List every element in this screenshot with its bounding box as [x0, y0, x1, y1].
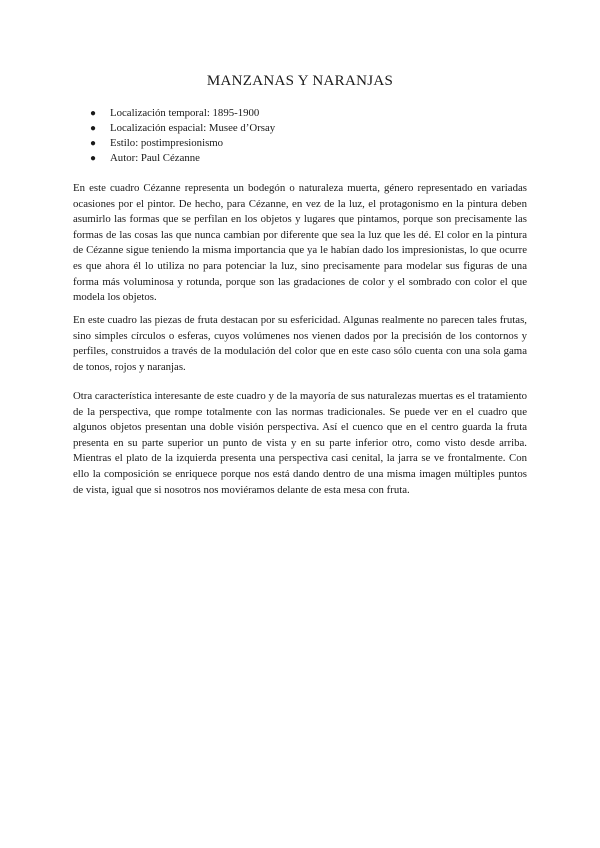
page-title: MANZANAS Y NARANJAS: [206, 73, 394, 89]
list-item: [90, 136, 275, 151]
bullet-icon: ●: [90, 108, 97, 119]
paragraph-2: En este cuadro las piezas de fruta destacan por su esfericidad. Algunas realmente no parecen tales frutas, sino simples círculos o esferas, cuyos volúmenes nos vienen dados por la precisión de los contornos y perfiles, construidos a través de la modulación del color que en este caso sólo cuenta con una sola gama de tonos, rojos y naranjas.: [73, 314, 527, 373]
bullet-icon: ●: [90, 138, 97, 149]
bullet-icon: ●: [90, 123, 97, 134]
metadata-list: [90, 106, 275, 166]
list-item: [90, 151, 275, 166]
meta-date: Localización temporal: 1895-1900: [110, 107, 260, 119]
bullet-icon: ●: [90, 153, 97, 164]
meta-style: Estilo: postimpresionismo: [110, 137, 224, 149]
list-item: [90, 121, 275, 136]
paragraph-3: Otra característica interesante de este cuadro y de la mayoría de sus naturalezas muertas es el tratamiento de la perspectiva, que rompe totalmente con las normas tradicionales. Se puede ver en el cuadro que algunos objetos presentan una doble visión perspectiva. Así el cuenco que en el centro guarda la fruta presenta en su parte superior un punto de vista y en su parte inferior otro, como visto desde arriba. Mientras el plato de la izquierda presenta una perspectiva casi cenital, la jarra se ve frontalmente. Con ello la composición se enriquece porque nos está dando dentro de una misma imagen múltiples puntos de vista, igual que si nosotros nos moviéramos delante de esta mesa con fruta.: [73, 390, 527, 496]
meta-author: Autor: Paul Cézanne: [110, 152, 200, 164]
paragraph-1: En este cuadro Cézanne representa un bodegón o naturaleza muerta, género representado en variadas ocasiones por el pintor. De hecho, para Cézanne, en vez de la luz, el protagonismo en la pintura deben asumirlo las formas que se perfilan en los objetos y lugares que pintamos, porque son precisamente las formas de las cosas las que nunca cambian por diferente que sea la luz que les dé. El color en la pintura de Cézanne sigue teniendo la misma importancia que ya le habían dado los impresionistas, lo que ocurre es que ahora él lo utiliza no para potenciar la luz, sino precisamente para modelar sus figuras de una forma más voluminosa y rotunda, porque son las gradaciones de color y el sombrado con color el que modela los objetos.: [73, 182, 527, 304]
list-item: [90, 106, 275, 121]
meta-location: Localización espacial: Musee d’Orsay: [110, 122, 276, 134]
